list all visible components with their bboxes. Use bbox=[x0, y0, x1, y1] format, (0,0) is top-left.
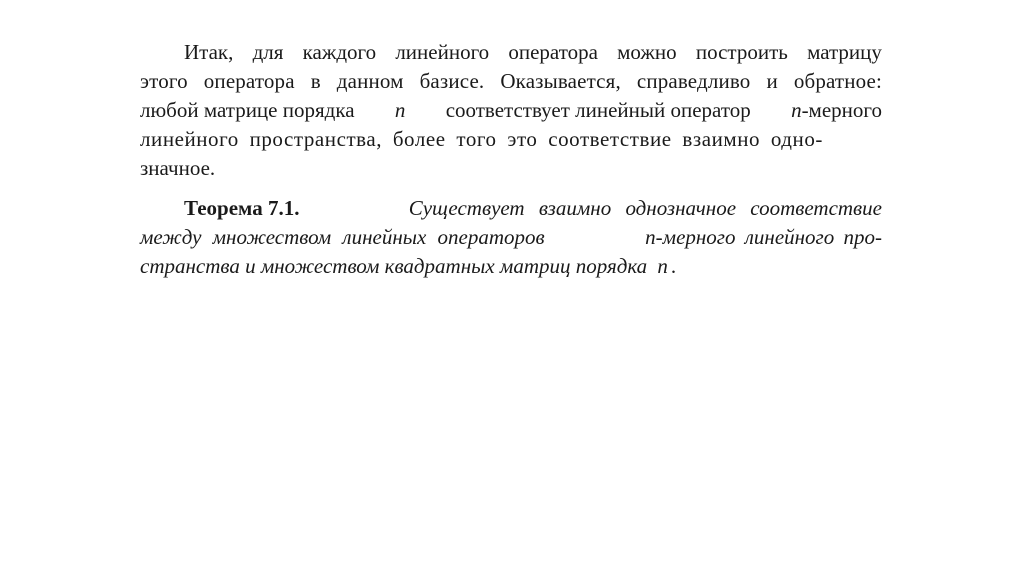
theorem-line-2-text-b bbox=[645, 223, 882, 252]
paragraph-intro bbox=[140, 38, 882, 183]
theorem-line-3-text: странства и множеством квадратных матриц порядка bbox=[140, 254, 648, 278]
document-page bbox=[140, 38, 882, 281]
word: матрицу bbox=[807, 40, 882, 64]
paragraph-line-5 bbox=[140, 154, 882, 183]
theorem-line-2-text-a: между множеством линейных операторов bbox=[140, 225, 545, 249]
paragraph-line-3-suffix: -мерного bbox=[801, 98, 882, 122]
theorem-line-1-text: Существует взаимно однозначное соответствие bbox=[408, 196, 882, 220]
word: построить bbox=[695, 40, 788, 64]
theorem-line-3 bbox=[140, 252, 882, 281]
theorem-line-3-end: . bbox=[670, 254, 677, 278]
paragraph-line-3-text-a: любой матрице порядка bbox=[140, 98, 355, 122]
theorem-line-1 bbox=[140, 194, 882, 223]
variable-n: n bbox=[791, 98, 802, 122]
variable-n: n bbox=[657, 254, 668, 278]
word: можно bbox=[617, 40, 677, 64]
word: каждого bbox=[302, 40, 377, 64]
paragraph-line-5-text: значное. bbox=[140, 156, 216, 180]
paragraph-line-1 bbox=[140, 38, 882, 67]
theorem-line-2 bbox=[140, 223, 882, 252]
theorem-label: Теорема 7.1. bbox=[184, 196, 300, 220]
paragraph-line-4 bbox=[140, 125, 882, 154]
paragraph-line-3 bbox=[140, 96, 882, 125]
paragraph-line-3-text-c bbox=[791, 96, 882, 125]
variable-n: n bbox=[394, 98, 406, 122]
variable-n: n bbox=[645, 225, 656, 249]
word: оператора bbox=[508, 40, 598, 64]
paragraph-line-4-text: линейного пространства, более того это соответствие взаимно одно- bbox=[140, 127, 823, 151]
paragraph-line-3-text-b: соответствует линейный оператор bbox=[445, 98, 751, 122]
word: для bbox=[252, 40, 284, 64]
paragraph-line-2 bbox=[140, 67, 882, 96]
word: линейного bbox=[395, 40, 490, 64]
theorem-line-2-suffix: -мерного линейного про- bbox=[655, 225, 882, 249]
paragraph-line-2-text: этого оператора в данном базисе. Оказывается, справедливо и обратное: bbox=[140, 69, 882, 93]
theorem-block bbox=[140, 194, 882, 281]
paragraph-line-1-text bbox=[184, 38, 882, 67]
word: Итак, bbox=[184, 40, 234, 64]
